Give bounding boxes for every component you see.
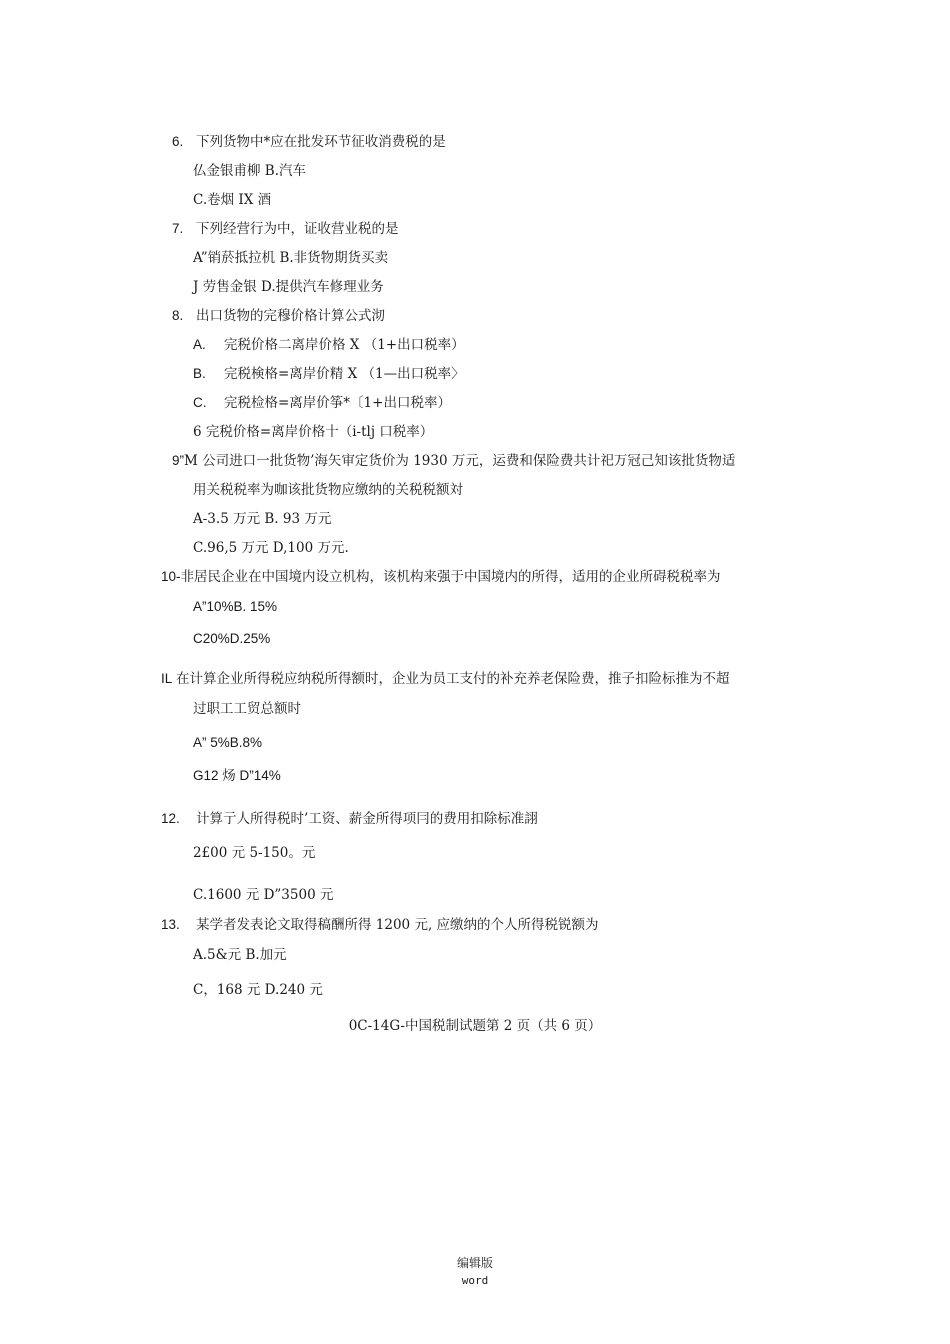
watermark-line-2: word xyxy=(461,1274,489,1287)
question-text: 在计算企业所得税应纳税所得额时，企业为员工支付的补充养老保险费，推子扣险标推为不超 xyxy=(176,671,730,687)
question-12-stem xyxy=(161,810,538,828)
question-8-option-b: B. 完税検格=离岸价精 X （1—出口税率〉 xyxy=(193,366,465,382)
question-text: 出口货物的完穆价格计算公式沏 xyxy=(196,308,385,324)
question-7-option-2: J 劳售金银 D.提供汽车修理业务 xyxy=(193,279,384,295)
question-11-stem-continued: 过职工工贸总额时 xyxy=(193,701,301,717)
page-footer: 0C-14G-中国税制试题第 2 页（共 6 页） xyxy=(348,1018,602,1034)
question-number: IL xyxy=(161,671,173,686)
question-8-option-d: 6 完税价格=离岸价格十（i-tlj 口税率） xyxy=(193,424,434,440)
question-number: 6. xyxy=(172,134,184,149)
question-11-option-2: G12 炀 D”14% xyxy=(193,768,281,783)
question-text: 某学者发表论文取得稿酬所得 1200 元, 应缴纳的个人所得税锐额为 xyxy=(196,917,599,933)
question-10-stem xyxy=(161,568,721,586)
question-number: 12. xyxy=(161,811,180,826)
question-text: 下列经营行为中，证收营业税的是 xyxy=(196,221,399,237)
question-7-stem xyxy=(172,220,399,238)
question-6-stem xyxy=(172,133,446,151)
question-9-option-2: C.96,5 万元 D,100 万元. xyxy=(193,540,349,556)
question-12-option-1: 2£00 元 5-150。元 xyxy=(193,845,316,861)
question-8-stem xyxy=(172,307,385,325)
question-11-option-1: A” 5%B.8% xyxy=(193,735,263,750)
question-13-option-2: C，168 元 D.240 元 xyxy=(193,982,323,998)
question-number: 7. xyxy=(172,221,184,236)
question-13-option-1: A.5&元 B.加元 xyxy=(193,947,287,963)
question-10-option-2: C20%D.25% xyxy=(193,631,271,646)
question-text: 非居民企业在中国境内设立机构，该机构来强于中国境内的所得，适用的企业所碍税税率为 xyxy=(180,569,721,585)
question-number: 13. xyxy=(161,917,180,932)
question-6-option-2: C.卷烟 IX 酒 xyxy=(193,192,272,208)
question-11-stem xyxy=(161,670,730,688)
question-9-stem-continued: 用关税税率为咖该批货物应缴纳的关税税额対 xyxy=(193,482,463,498)
question-9-option-1: A-3.5 万元 B. 93 万元 xyxy=(193,511,332,527)
question-number: 10- xyxy=(161,569,181,584)
question-8-option-c: C. 完税检格=离岸价筝*〔1+出口税率） xyxy=(193,395,451,411)
question-10-option-1: A”10%B. 15% xyxy=(193,599,278,614)
question-text: M 公司进口一批货物’海矢审定货价为 1930 万元，运费和保险费共计祀万冠己知该批货物适 xyxy=(184,453,736,469)
question-8-option-a: A. 完税价格二离岸价格 X （1+出口税率） xyxy=(193,337,465,353)
question-6-option-1: 仏金银甫柳 B.汽车 xyxy=(193,163,307,179)
question-number: 8. xyxy=(172,308,184,323)
question-text: 计算亍人所得税时’工资、薪金所得项冃的费用扣除标准詡 xyxy=(196,811,538,827)
question-9-stem xyxy=(172,452,735,470)
question-12-option-2: C.1600 元 D”3500 元 xyxy=(193,887,334,903)
question-13-stem xyxy=(161,916,599,934)
question-number: 9” xyxy=(172,453,185,468)
watermark-line-1: 编辑版 xyxy=(456,1256,493,1270)
question-7-option-1: A”销菸抵拉机 B.非货物期货买卖 xyxy=(193,250,389,266)
question-text: 下列货物中*应在批发环节征收消费税的是 xyxy=(196,134,446,150)
